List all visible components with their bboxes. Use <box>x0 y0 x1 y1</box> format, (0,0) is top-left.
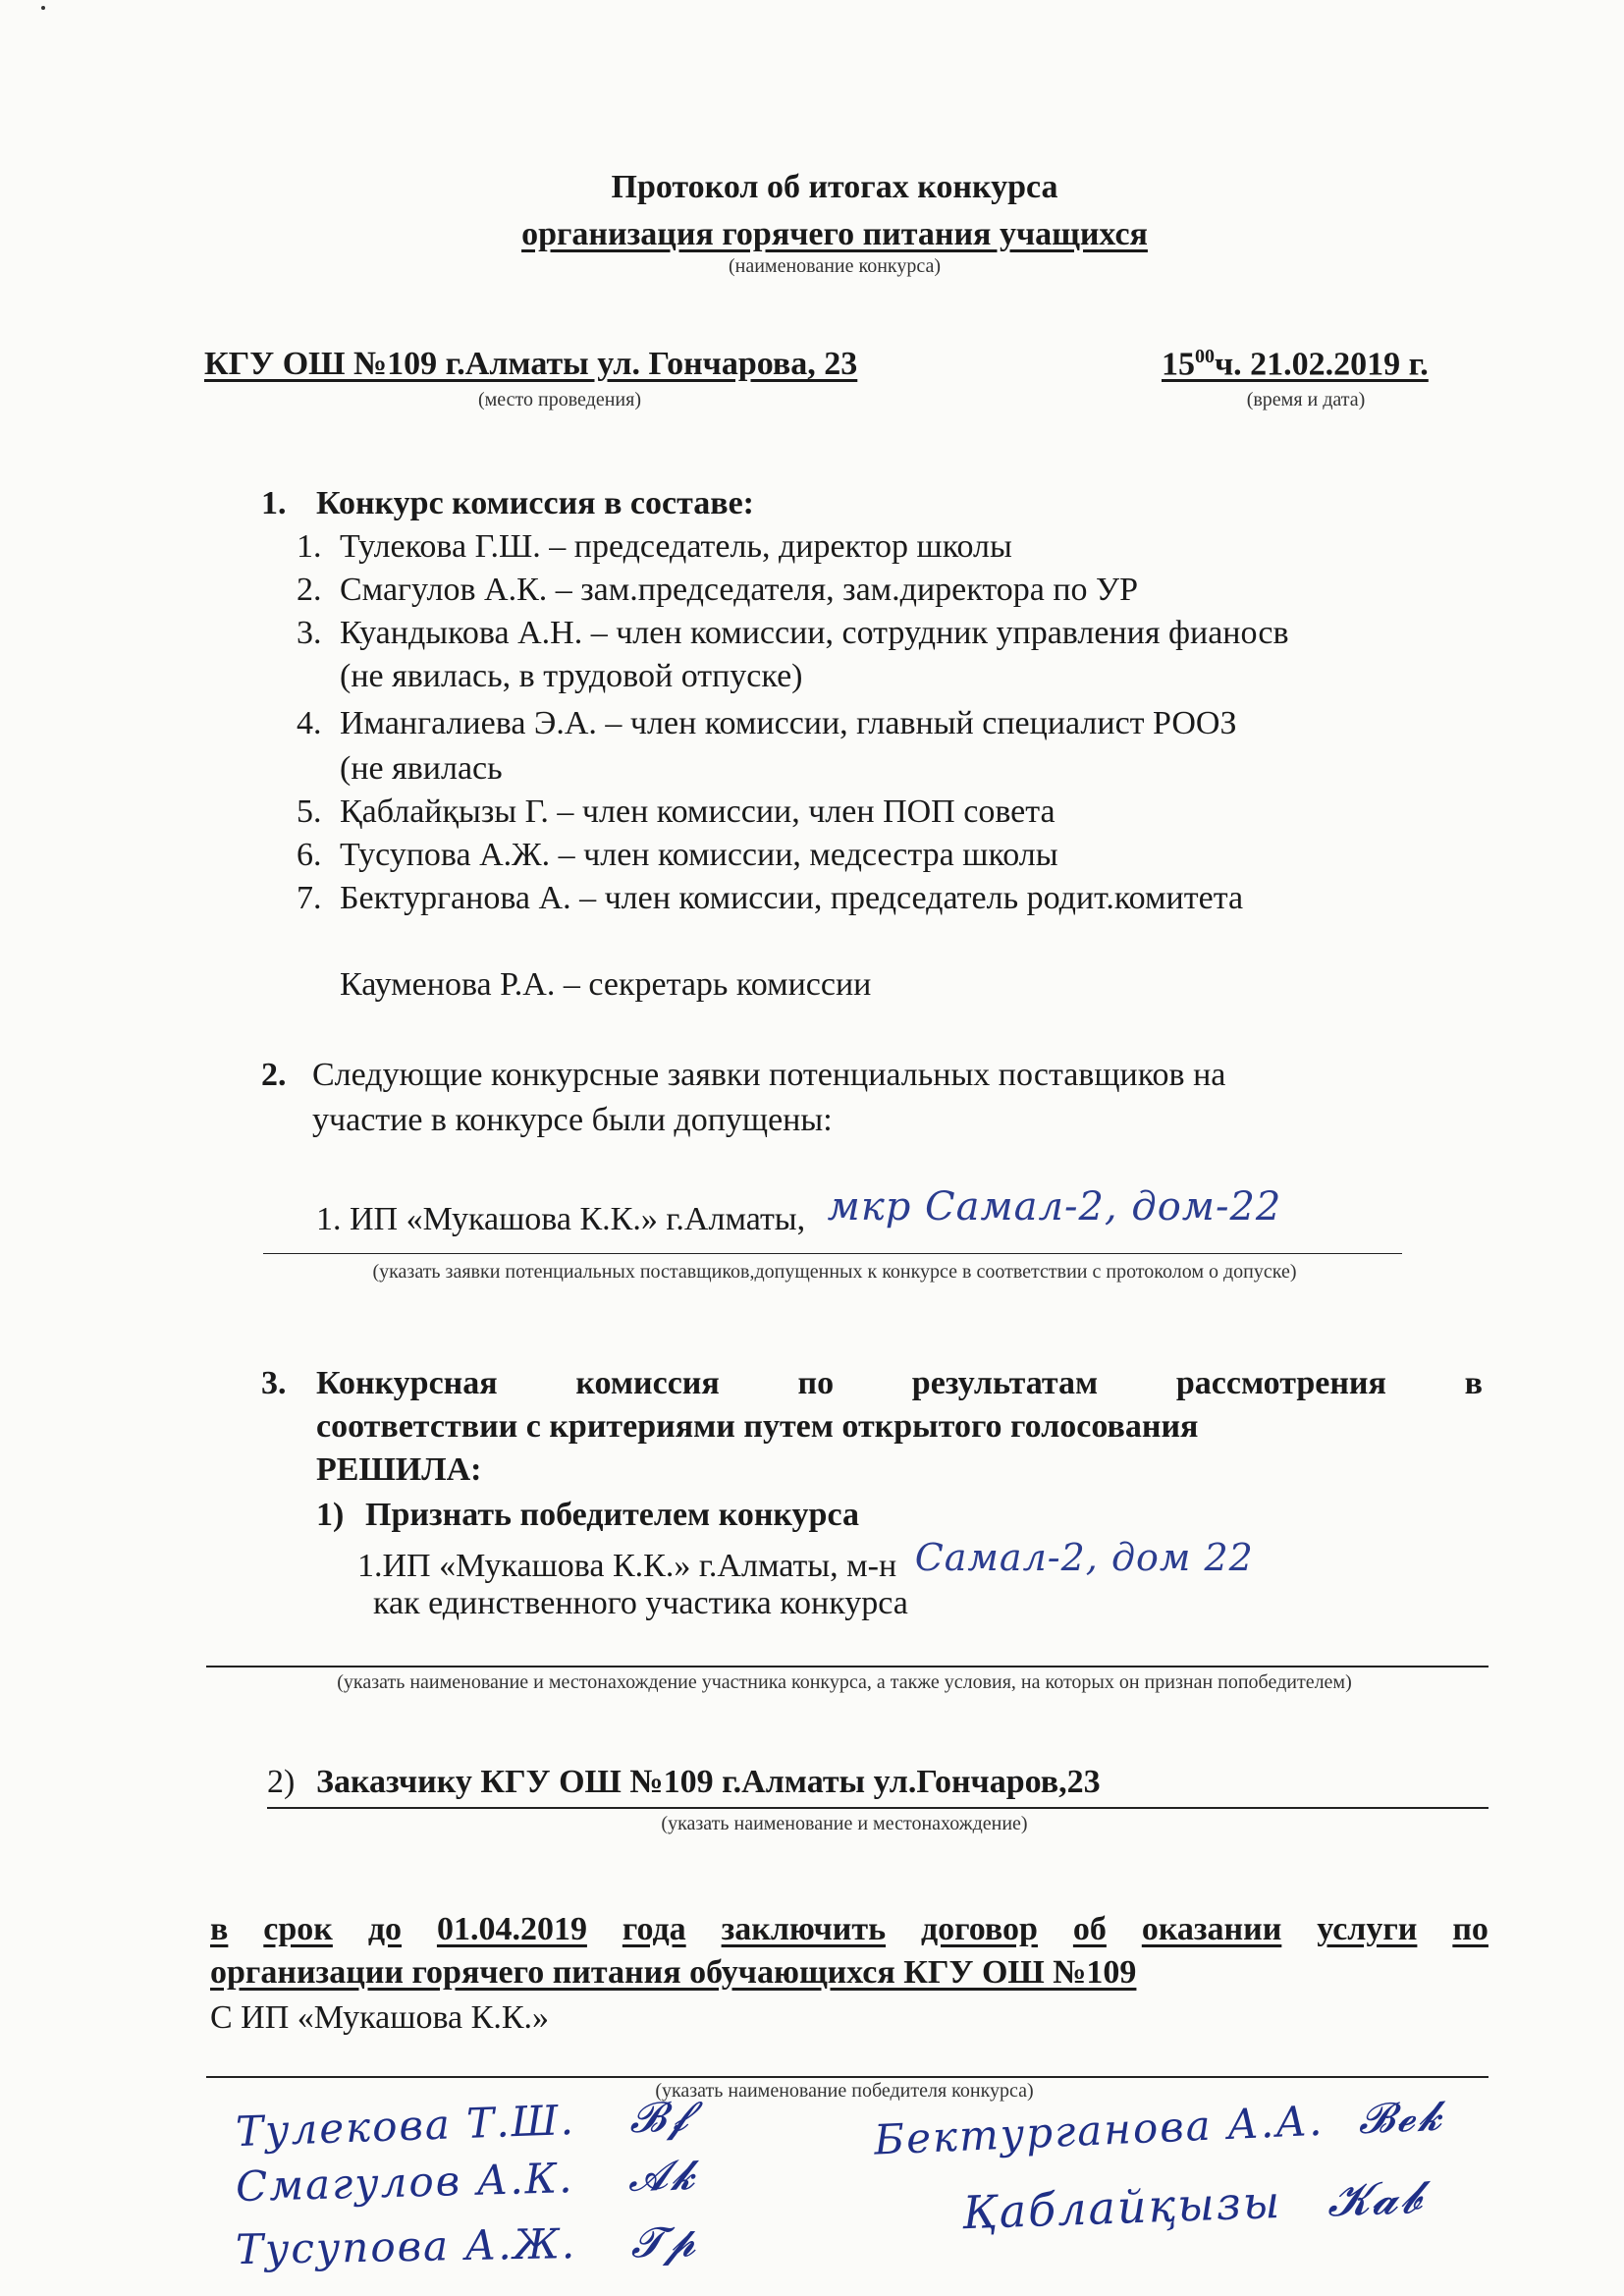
sub2-num: 2) <box>267 1764 296 1800</box>
contract-word: по <box>1452 1911 1489 1947</box>
section3-word: результатам <box>911 1365 1099 1401</box>
sub1-text: Признать победителем конкурса <box>365 1497 859 1533</box>
contract-word: года <box>622 1911 686 1947</box>
signature-scribble: 𝓚𝓪𝓫 <box>1326 2169 1426 2227</box>
section2-num: 2. <box>261 1057 287 1093</box>
section3-underline <box>206 1666 1489 1667</box>
contract-line1 <box>210 1911 1489 1948</box>
member-item <box>297 528 1012 566</box>
member-item <box>297 615 1289 652</box>
member-num: 1. <box>297 528 322 565</box>
member-item <box>297 880 1243 917</box>
member-item <box>297 572 1138 609</box>
section3-decided: РЕШИЛА: <box>316 1451 482 1488</box>
signature-right-2 <box>961 2170 1426 2241</box>
section3-line1 <box>316 1365 1483 1402</box>
contract-underline <box>206 2076 1489 2078</box>
time-hour: 15 <box>1162 346 1195 383</box>
member-item <box>297 837 1058 874</box>
title-line1: Протокол об итогах конкурса <box>611 169 1058 205</box>
member-num: 2. <box>297 572 322 608</box>
section3-num: 3. <box>261 1365 287 1401</box>
time-minutes: 00 <box>1195 346 1215 367</box>
signature-text: Тусупова А.Ж. <box>235 2219 577 2274</box>
member-note <box>297 750 503 788</box>
section1-num: 1. <box>261 485 287 521</box>
contract-word: заключить <box>721 1911 887 1947</box>
section3-word: Конкурсная <box>316 1365 498 1401</box>
section2-underline <box>263 1253 1402 1254</box>
contract-word: в <box>210 1911 229 1947</box>
place: КГУ ОШ №109 г.Алматы ул. Гончарова, 23 <box>204 346 858 382</box>
signature-left-1 <box>235 2092 691 2157</box>
member-text: Смагулов А.К. – зам.председателя, зам.директора по УР <box>340 572 1139 608</box>
signature-left-3 <box>236 2217 698 2274</box>
member-num: 7. <box>297 880 322 916</box>
section2-line1: Следующие конкурсные заявки потенциальных поставщиков на <box>312 1057 1226 1093</box>
signature-scribble: 𝓐𝓴 <box>627 2150 698 2201</box>
place-caption: (место проведения) <box>477 389 641 410</box>
contract-word: 01.04.2019 <box>436 1911 587 1947</box>
contract-word: до <box>367 1911 403 1947</box>
member-text: (не явилась <box>340 750 503 787</box>
member-text: Куандыкова А.Н. – член комиссии, сотрудник управления фианосв <box>340 615 1289 651</box>
contract-word: оказании <box>1141 1911 1282 1947</box>
scan-dot <box>41 6 45 10</box>
winner-line <box>357 1536 1254 1585</box>
section3-line2: соответствии с критериями путем открытого голосования <box>316 1408 1199 1445</box>
sub2-caption: (указать наименование и местонахождение) <box>661 1813 1028 1834</box>
section3-word: рассмотрения <box>1175 1365 1386 1401</box>
section3-sub1 <box>316 1497 859 1534</box>
signature-scribble: 𝓑𝓮𝓴 <box>1357 2091 1445 2144</box>
member-text: Бектурганова А. – член комиссии, председатель родит.комитета <box>340 880 1244 916</box>
signature-left-2 <box>235 2151 697 2212</box>
winner-note: как единственного участика конкурса <box>373 1585 908 1621</box>
time-caption: (время и дата) <box>1246 389 1366 410</box>
signature-scribble: 𝓑𝓯 <box>628 2091 691 2143</box>
section2-item <box>316 1184 1282 1239</box>
section1-heading-text: Конкурс комиссия в составе: <box>316 485 755 521</box>
signature-text: Бектурганова А.А. <box>873 2096 1326 2164</box>
secretary: Кауменова Р.А. – секретарь комиссии <box>340 966 872 1003</box>
member-text: Қаблайқызы Г. – член комиссии, член ПОП совета <box>340 793 1056 830</box>
member-num: 6. <box>297 837 322 873</box>
handwritten-address: мкр Самал-2, дом-22 <box>827 1184 1282 1230</box>
contract-word: договор <box>920 1911 1038 1947</box>
member-num: 3. <box>297 615 322 651</box>
member-text: (не явилась, в трудовой отпуске) <box>340 658 803 694</box>
time-rest: ч. 21.02.2019 г. <box>1215 346 1429 383</box>
sub1-num: 1) <box>316 1497 345 1533</box>
member-text: Тусупова А.Ж. – член комиссии, медсестра школы <box>340 837 1058 873</box>
contract-line2: организации горячего питания обучающихся КГУ ОШ №109 <box>210 1954 1137 1991</box>
section1-heading <box>261 485 754 522</box>
member-text: Тулекова Г.Ш. – председатель, директор школы <box>340 528 1012 565</box>
section3-word: по <box>797 1365 835 1401</box>
signature-scribble: 𝓣𝓹 <box>630 2216 698 2268</box>
contract-word: срок <box>263 1911 333 1947</box>
sub2-underline <box>267 1807 1489 1809</box>
member-item <box>297 793 1056 831</box>
signature-text: Тулекова Т.Ш. <box>235 2096 576 2157</box>
section3-sub2 <box>267 1764 1101 1801</box>
signature-text: Смагулов А.К. <box>235 2154 575 2212</box>
member-num: 5. <box>297 793 322 830</box>
section3-caption: (указать наименование и местонахождение участника конкурса, а также условия, на которых он признан попобедителем) <box>337 1671 1352 1693</box>
contract-word: услуги <box>1317 1911 1418 1947</box>
section2-item-text: 1. ИП «Мукашова К.К.» г.Алматы, <box>316 1201 806 1237</box>
contract-line3: С ИП «Мукашова К.К.» <box>210 1999 549 2036</box>
handwritten-winner-address: Самал-2, дом 22 <box>914 1536 1254 1579</box>
contract-word: об <box>1072 1911 1107 1947</box>
member-text: Имангалиева Э.А. – член комиссии, главный специалист РООЗ <box>340 705 1237 741</box>
member-note <box>297 658 802 695</box>
time-date <box>1162 346 1429 383</box>
member-item <box>297 705 1236 742</box>
winner-text: 1.ИП «Мукашова К.К.» г.Алматы, м-н <box>357 1548 897 1584</box>
member-num: 4. <box>297 705 322 741</box>
title-caption: (наименование конкурса) <box>728 255 941 277</box>
section2-line2: участие в конкурсе были допущены: <box>312 1102 833 1138</box>
title-line2: организация горячего питания учащихся <box>521 216 1148 252</box>
signature-text: Қаблайқызы <box>961 2174 1283 2240</box>
contract-caption: (указать наименование победителя конкурса) <box>655 2080 1034 2102</box>
sub2-text: Заказчику КГУ ОШ №109 г.Алматы ул.Гончаров,23 <box>316 1764 1101 1800</box>
section2-caption: (указать заявки потенциальных поставщиков,допущенных к конкурсе в соответствии с протоколом о допуске) <box>372 1261 1297 1283</box>
section3-word: в <box>1464 1365 1483 1401</box>
section3-word: комиссия <box>575 1365 720 1401</box>
